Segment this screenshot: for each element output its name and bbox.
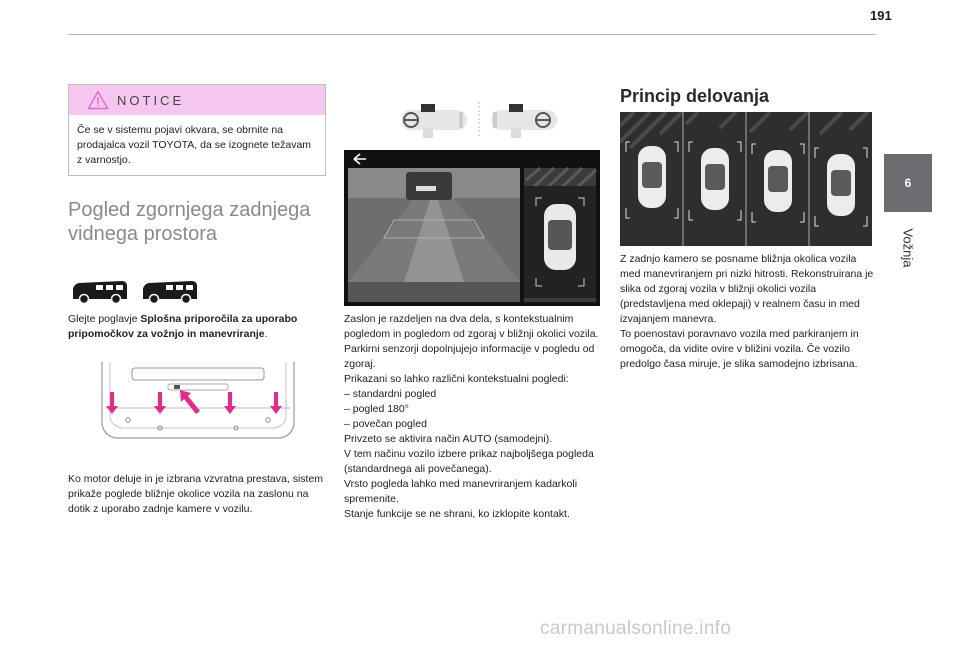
notice-text: Če se v sistemu pojavi okvara, se obrnite na prodajalca vozil TOYOTA, da se izognete težavam z varnostjo. — [77, 124, 312, 166]
reference-prefix: Glejte poglavje — [68, 313, 141, 325]
notice-box — [68, 84, 326, 176]
section-heading: Pogled zgornjega zadnjega vidnega prostora — [68, 199, 311, 245]
principle-text — [620, 252, 876, 372]
list-item: – standardni pogled — [344, 388, 437, 400]
reference-text — [68, 312, 324, 342]
text-line: Prikazani so lahko različni kontekstualni pogledi: — [344, 373, 569, 385]
dashboard-icons — [397, 100, 561, 140]
text-line: V tem načinu vozilo izbere prikaz najboljšega pogleda (standardnega ali povečanega). — [344, 448, 594, 475]
chapter-tab: 6 — [884, 154, 932, 212]
intro-paragraph: Ko motor deluje in je izbrana vzvratna prestava, sistem prikaže poglede bližnje okolice vozila na zaslonu na dotik z uporabo zadnje kamere v vozilu. — [68, 473, 324, 515]
chapter-label-text: Vožnja — [900, 228, 916, 268]
principle-paragraph: Z zadnjo kamero se posname bližnja okolica vozila med manevriranjem pri nizki hitrosti. Rekonstruirana je slika od zgoraj vozila v bližnji okolici vozila (predstavljena med oklepaji) v realnem času in med izvajanjem manevra. — [620, 253, 874, 325]
text-line: Vrsto pogleda lahko med manevriranjem kadarkoli spremenite. — [344, 478, 578, 505]
text-line: Stanje funkcije se ne shrani, ko izklopite kontakt. — [344, 508, 570, 520]
reference-suffix: . — [264, 328, 268, 340]
chapter-label — [880, 218, 936, 278]
camera-display-screenshot — [344, 150, 600, 306]
reference-chapter: Splošna priporočila za uporabo pripomočkov za vožnjo in manevriranje — [68, 313, 298, 340]
text-line: Zaslon je razdeljen na dva dela, s kontekstualnim pogledom in pogledom od zgoraj v bližnji okolici vozila. — [344, 313, 599, 340]
list-item: – povečan pogled — [344, 418, 427, 430]
van-icons — [70, 279, 200, 305]
notice-title: NOTICE — [117, 93, 185, 108]
text-line: Privzeto se aktivira način AUTO (samodejni). — [344, 433, 553, 445]
display-description — [344, 312, 602, 522]
warning-icon — [87, 90, 109, 110]
top-rule — [68, 34, 876, 35]
principle-heading: Princip delovanja — [620, 86, 770, 106]
principle-paragraph: To poenostavi poravnavo vozila med parkiranjem in omogoča, da vidite ovire v bližini vozila. Če vozilo predolgo časa miruje, je slika samodejno izbrisana. — [620, 328, 859, 370]
rear-camera-illustration — [96, 362, 300, 450]
page-number: 191 — [870, 8, 892, 23]
list-item: – pogled 180° — [344, 403, 409, 415]
notice-header — [69, 85, 325, 115]
van-icon — [73, 281, 127, 304]
top-view-sequence-illustration — [620, 112, 872, 246]
van-icon — [143, 281, 197, 304]
text-line: Parkirni senzorji dopolnjujejo informacije v pogledu od zgoraj. — [344, 343, 595, 370]
watermark: carmanualsonline.info — [540, 618, 732, 639]
